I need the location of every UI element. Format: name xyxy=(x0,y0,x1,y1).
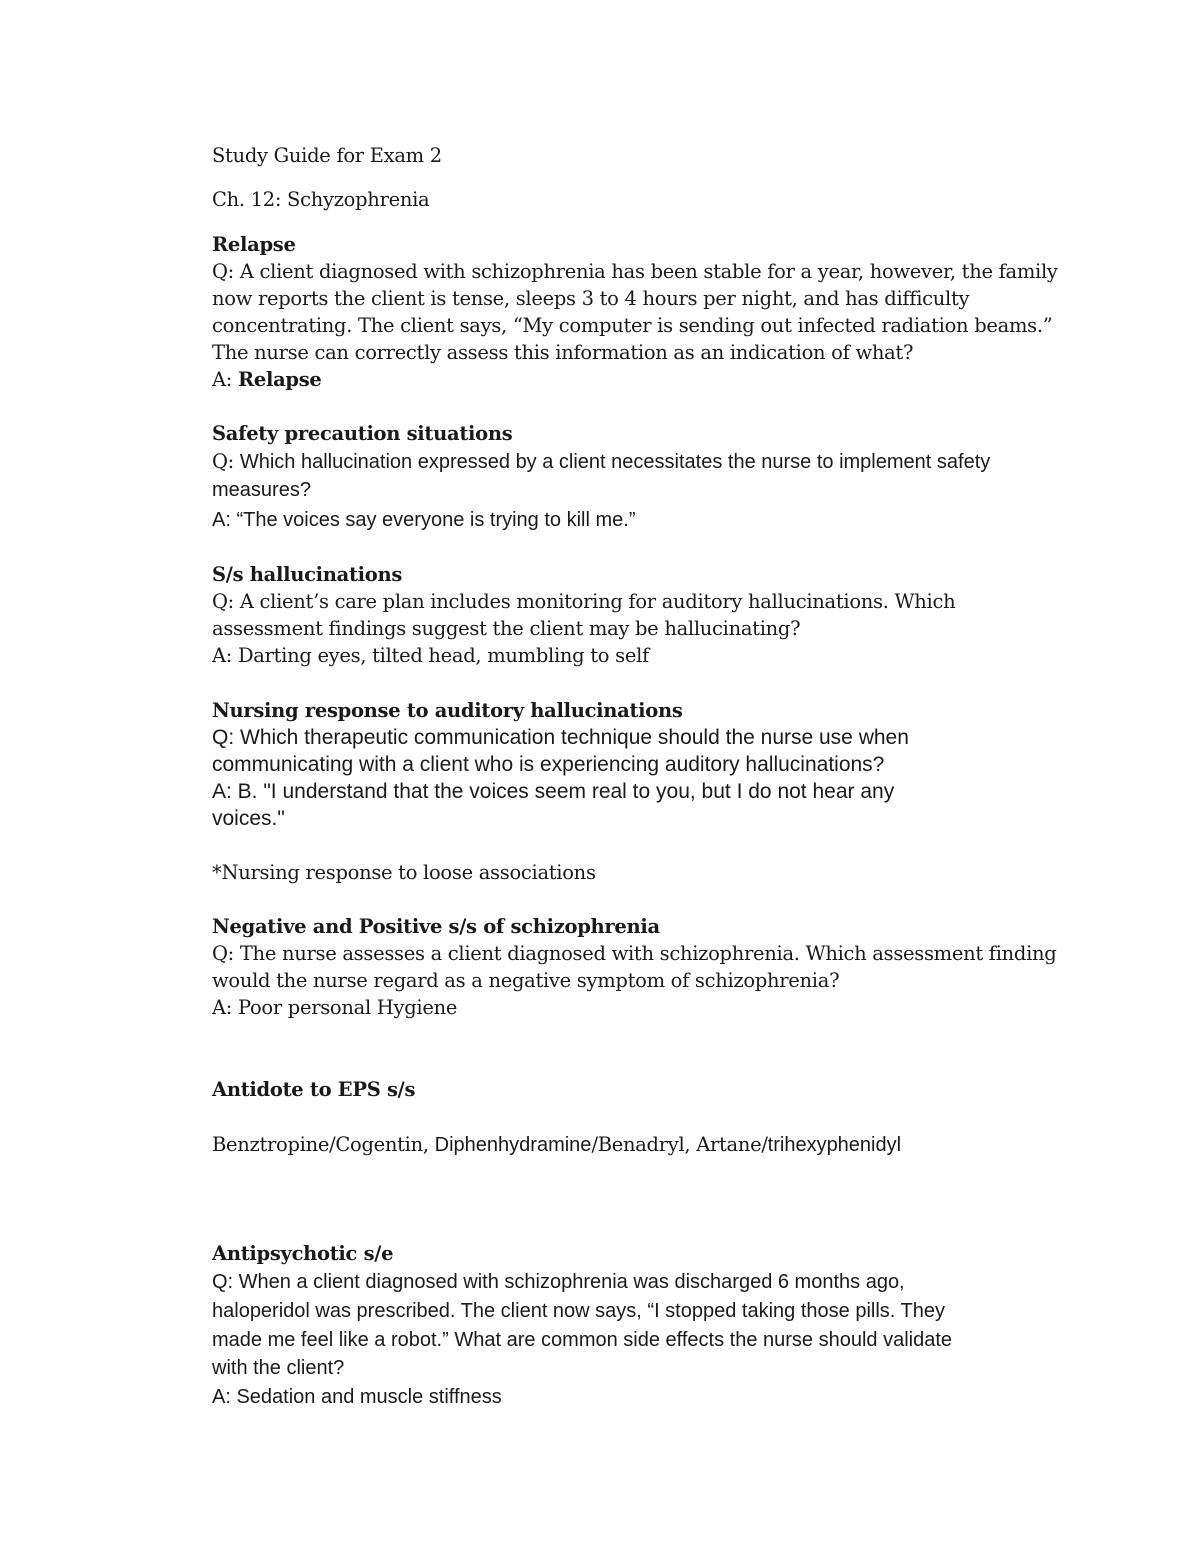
antipsychotic-question-line: haloperidol was prescribed. The client now says, “I stopped taking those pills. They xyxy=(212,1300,945,1322)
hallucinations-question-line: Q: A client’s care plan includes monitoring for auditory hallucinations. Which xyxy=(212,590,956,613)
drug-text: Benztropine/Cogentin, xyxy=(212,1133,435,1156)
drug-text: trihexyphenidyl xyxy=(767,1134,902,1156)
antipsychotic-question-line: Q: When a client diagnosed with schizophrenia was discharged 6 months ago, xyxy=(212,1271,905,1293)
safety-question-line: measures? xyxy=(212,479,311,501)
eps-antidote-drugs xyxy=(212,1135,901,1155)
drug-text: Diphenhydramine xyxy=(434,1134,592,1156)
document-title: Study Guide for Exam 2 xyxy=(212,144,442,167)
auditory-response-line: voices." xyxy=(212,807,285,830)
antipsychotic-question-line: made me feel like a robot.” What are common side effects the nurse should validate xyxy=(212,1329,953,1351)
negative-positive-question-line: Q: The nurse assesses a client diagnosed with schizophrenia. Which assessment finding xyxy=(212,942,1057,965)
relapse-heading: Relapse xyxy=(212,233,296,256)
relapse-question-line: The nurse can correctly assess this information as an indication of what? xyxy=(212,341,914,364)
answer-text: Relapse xyxy=(237,368,322,391)
question-text: Which hallucination expressed by a client necessitates the nurse to implement safety xyxy=(239,451,991,473)
hallucinations-question-line: assessment findings suggest the client may be hallucinating? xyxy=(212,617,801,640)
relapse-answer xyxy=(212,370,322,390)
relapse-question-line: concentrating. The client says, “My computer is sending out infected radiation beams.” xyxy=(212,314,1053,337)
loose-associations-line: *Nursing response to loose associations xyxy=(212,861,596,884)
eps-antidote-heading: Antidote to EPS s/s xyxy=(212,1078,416,1101)
relapse-question-line: Q: A client diagnosed with schizophrenia has been stable for a year, however, the family xyxy=(212,260,1058,283)
safety-question-line xyxy=(212,452,990,472)
antipsychotic-question-line: with the client? xyxy=(212,1357,345,1379)
safety-heading: Safety precaution situations xyxy=(212,422,513,445)
question-prefix: Q: xyxy=(212,450,240,473)
chapter-title: Ch. 12: Schyzophrenia xyxy=(212,188,430,211)
hallucinations-answer: A: Darting eyes, tilted head, mumbling to self xyxy=(212,644,649,667)
auditory-response-line: communicating with a client who is experiencing auditory hallucinations? xyxy=(212,753,885,776)
safety-answer: A: “The voices say everyone is trying to kill me.” xyxy=(212,509,636,531)
negative-positive-question-line: would the nurse regard as a negative symptom of schizophrenia? xyxy=(212,969,840,992)
auditory-response-heading: Nursing response to auditory hallucinations xyxy=(212,699,683,722)
auditory-response-line: A: B. "I understand that the voices seem real to you, but I do not hear any xyxy=(212,780,895,803)
auditory-response-line: Q: Which therapeutic communication technique should the nurse use when xyxy=(212,726,909,749)
negative-positive-heading: Negative and Positive s/s of schizophrenia xyxy=(212,915,660,938)
antipsychotic-heading: Antipsychotic s/e xyxy=(212,1242,394,1265)
relapse-question-line: now reports the client is tense, sleeps 3 to 4 hours per night, and has difficulty xyxy=(212,287,970,310)
negative-positive-answer: A: Poor personal Hygiene xyxy=(212,996,458,1019)
answer-prefix: A: xyxy=(212,368,238,391)
hallucinations-heading: S/s hallucinations xyxy=(212,563,403,586)
antipsychotic-answer: A: Sedation and muscle stiffness xyxy=(212,1386,502,1408)
drug-text: /Benadryl, Artane/ xyxy=(591,1133,768,1156)
